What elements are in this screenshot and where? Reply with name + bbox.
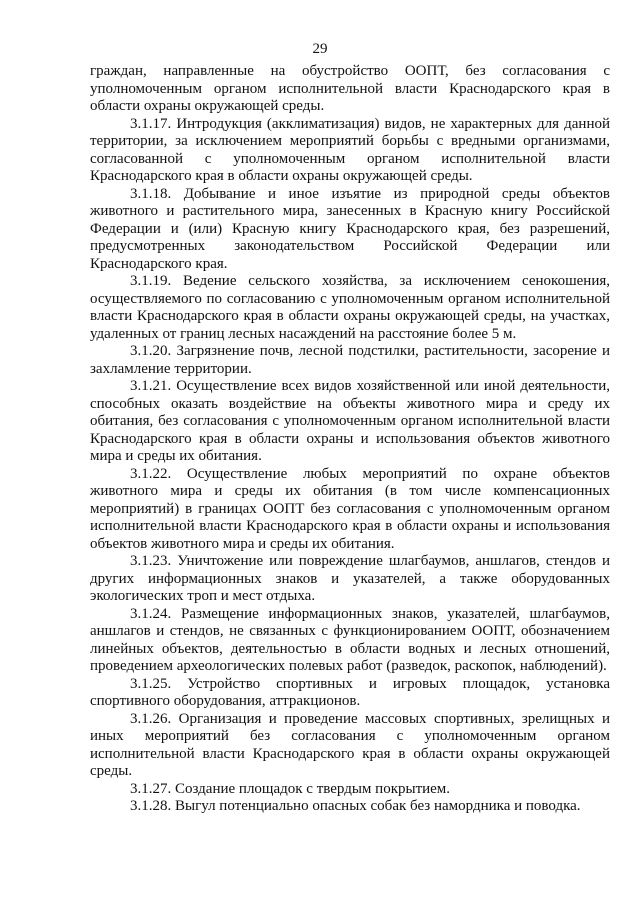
- paragraph-3-1-26: 3.1.26. Организация и проведение массовых спортивных, зрелищных и иных мероприятий без согласования с уполномоченным органом исполнительной власти Краснодарского края в области охраны окружающей среды.: [90, 710, 610, 779]
- paragraph-3-1-18: 3.1.18. Добывание и иное изъятие из природной среды объектов животного и растительного мира, занесенных в Красную книгу Российской Федерации и (или) Красную книгу Краснодарского края, без разрешений, предусмотренных законодательством Российской Федерации или Краснодарского края.: [90, 185, 610, 272]
- paragraph-3-1-28: 3.1.28. Выгул потенциально опасных собак без намордника и поводка.: [130, 798, 581, 814]
- paragraph-3-1-21: 3.1.21. Осуществление всех видов хозяйственной или иной деятельности, способных оказать воздействие на объекты животного мира и среду их обитания, без согласования с уполномоченным органом исполнительной власти Краснодарского края в области охраны и использования объектов животного мира и среды их обитания.: [90, 378, 610, 464]
- paragraph-3-1-17: 3.1.17. Интродукция (акклиматизация) видов, не характерных для данной территории, за исключением мероприятий борьбы с вредными организмами, согласованной с уполномоченным органом исполнительной власти Краснодарского края в области охраны окружающей среды.: [90, 115, 610, 184]
- paragraph-3-1-27: 3.1.27. Создание площадок с твердым покрытием.: [130, 780, 451, 797]
- paragraph-continuation: граждан, направленные на обустройство ООПТ, без согласования с уполномоченным органом исполнительной власти Краснодарского края в области охраны окружающей среды.: [90, 63, 610, 114]
- paragraph-3-1-22: 3.1.22. Осуществление любых мероприятий по охране объектов животного мира и среды их обитания (в том числе компенсационных мероприятий) в границах ООПТ без согласования с уполномоченным органом исполнительной власти Краснодарского края в области охраны и использования объектов животного мира и среды их обитания.: [90, 465, 610, 552]
- paragraph-3-1-24: 3.1.24. Размещение информационных знаков, указателей, шлагбаумов, аншлагов и стендов, не связанных с функционированием ООПТ, обозначением линейных объектов, деятельностью в области водных и лесных отношений, проведением археологических полевых работ (разведок, раскопок, наблюдений).: [90, 605, 610, 674]
- page-number: 29: [312, 41, 328, 57]
- paragraph-3-1-20: 3.1.20. Загрязнение почв, лесной подстилки, растительности, засорение и захламление территории.: [90, 343, 610, 377]
- document-body: [90, 63, 610, 816]
- paragraph-3-1-19: 3.1.19. Ведение сельского хозяйства, за исключением сенокошения, осуществляемого по согласованию с уполномоченным органом исполнительной власти Краснодарского края в области охраны окружающей среды, на участках, удаленных от границ лесных насаждений на расстояние более 5 м.: [90, 273, 610, 342]
- paragraph-3-1-25: 3.1.25. Устройство спортивных и игровых площадок, установка спортивного оборудования, аттракционов.: [90, 675, 610, 709]
- paragraph-3-1-23: 3.1.23. Уничтожение или повреждение шлагбаумов, аншлагов, стендов и других информационных знаков и указателей, а также оборудованных экологических троп и мест отдыха.: [90, 553, 610, 604]
